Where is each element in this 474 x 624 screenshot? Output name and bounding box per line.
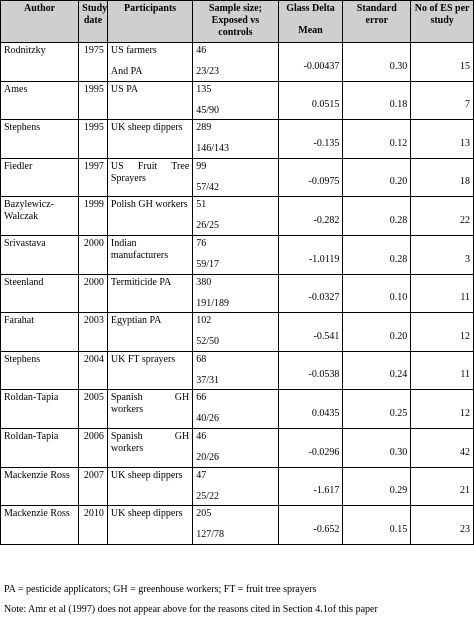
cell-study-date: 1999 <box>79 197 108 236</box>
cell-sample-size <box>193 351 278 390</box>
cell-glass-delta: -0.00437 <box>278 43 343 82</box>
table-header-row <box>1 1 474 43</box>
cell-no-of-es: 3 <box>411 235 474 274</box>
table-row <box>1 81 474 120</box>
table-row <box>1 197 474 236</box>
cell-participants <box>107 120 192 159</box>
cell-no-of-es: 13 <box>411 120 474 159</box>
cell-sample-size <box>193 506 278 545</box>
cell-standard-error: 0.20 <box>343 313 411 352</box>
cell-author: Rodnitzky <box>1 43 79 82</box>
sample-size-split: 40/26 <box>196 413 220 425</box>
cell-standard-error: 0.28 <box>343 197 411 236</box>
cell-author: Roldan-Tapia <box>1 428 79 467</box>
cell-author: Farahat <box>1 313 79 352</box>
header-sample-size: Sample size; Exposed vs controls <box>193 1 278 43</box>
exclusion-note: Note: Amr et al (1997) does not appear above for the reasons cited in Section 4.1of this paper <box>4 604 378 615</box>
participants-line: Spanish GH workers <box>110 392 190 416</box>
cell-author: Roldan-Tapia <box>1 390 79 429</box>
cell-study-date: 2003 <box>79 313 108 352</box>
cell-participants <box>107 428 192 467</box>
cell-no-of-es: 11 <box>411 274 474 313</box>
header-author: Author <box>1 1 79 43</box>
cell-sample-size <box>193 158 278 197</box>
cell-study-date: 2004 <box>79 351 108 390</box>
cell-participants <box>107 351 192 390</box>
cell-sample-size <box>193 428 278 467</box>
cell-glass-delta: -0.0296 <box>278 428 343 467</box>
cell-sample-size <box>193 313 278 352</box>
cell-glass-delta: -0.135 <box>278 120 343 159</box>
cell-participants <box>107 235 192 274</box>
sample-size-split: 127/78 <box>196 529 225 541</box>
table-row <box>1 390 474 429</box>
cell-participants <box>107 274 192 313</box>
header-standard-error: Standard error <box>343 1 411 43</box>
table-row <box>1 120 474 159</box>
table-row <box>1 235 474 274</box>
cell-sample-size <box>193 235 278 274</box>
table-row <box>1 506 474 545</box>
cell-no-of-es: 12 <box>411 390 474 429</box>
participants-line: UK FT sprayers <box>110 353 176 365</box>
cell-author: Ames <box>1 81 79 120</box>
cell-standard-error: 0.20 <box>343 158 411 197</box>
participants-line: US PA <box>110 83 139 95</box>
participants-line: Termiticide PA <box>110 276 172 288</box>
cell-participants <box>107 390 192 429</box>
header-glass-delta-title: Glass Delta <box>286 3 335 14</box>
cell-standard-error: 0.24 <box>343 351 411 390</box>
cell-sample-size <box>193 467 278 506</box>
cell-study-date: 2010 <box>79 506 108 545</box>
cell-participants <box>107 197 192 236</box>
cell-standard-error: 0.18 <box>343 81 411 120</box>
table-row <box>1 274 474 313</box>
cell-glass-delta: -1.617 <box>278 467 343 506</box>
cell-participants <box>107 313 192 352</box>
header-glass-delta <box>278 1 343 43</box>
cell-standard-error: 0.30 <box>343 43 411 82</box>
cell-standard-error: 0.29 <box>343 467 411 506</box>
header-glass-delta-mean: Mean <box>298 25 323 36</box>
cell-study-date: 1997 <box>79 158 108 197</box>
cell-standard-error: 0.25 <box>343 390 411 429</box>
cell-study-date: 2005 <box>79 390 108 429</box>
cell-standard-error: 0.12 <box>343 120 411 159</box>
cell-standard-error: 0.15 <box>343 506 411 545</box>
cell-glass-delta: -1.0119 <box>278 235 343 274</box>
sample-size-split: 25/22 <box>196 490 220 502</box>
sample-size-total: 51 <box>196 199 207 211</box>
table-row <box>1 467 474 506</box>
sample-size-total: 66 <box>196 392 207 404</box>
cell-study-date: 2006 <box>79 428 108 467</box>
cell-participants <box>107 506 192 545</box>
cell-author: Srivastava <box>1 235 79 274</box>
cell-author: Steenland <box>1 274 79 313</box>
sample-size-split: 20/26 <box>196 451 220 463</box>
cell-study-date: 1975 <box>79 43 108 82</box>
sample-size-total: 47 <box>196 469 207 481</box>
cell-sample-size <box>193 43 278 82</box>
cell-participants <box>107 81 192 120</box>
table-row <box>1 158 474 197</box>
sample-size-total: 76 <box>196 237 207 249</box>
header-no-of-es: No of ES per study <box>411 1 474 43</box>
cell-no-of-es: 23 <box>411 506 474 545</box>
cell-standard-error: 0.10 <box>343 274 411 313</box>
cell-sample-size <box>193 197 278 236</box>
cell-author: Bazylewicz-Walczak <box>1 197 79 236</box>
table-row <box>1 351 474 390</box>
cell-no-of-es: 11 <box>411 351 474 390</box>
cell-no-of-es: 15 <box>411 43 474 82</box>
cell-glass-delta: 0.0435 <box>278 390 343 429</box>
cell-study-date: 2007 <box>79 467 108 506</box>
cell-glass-delta: -0.0327 <box>278 274 343 313</box>
participants-line: UK sheep dippers <box>110 469 183 481</box>
cell-sample-size <box>193 274 278 313</box>
cell-glass-delta: -0.0538 <box>278 351 343 390</box>
participants-line: Indian manufacturers <box>110 237 169 261</box>
participants-line: US Fruit Tree Sprayers <box>110 160 190 184</box>
sample-size-total: 102 <box>196 315 212 327</box>
sample-size-total: 135 <box>196 83 212 95</box>
cell-author: Stephens <box>1 351 79 390</box>
cell-glass-delta: -0.652 <box>278 506 343 545</box>
sample-size-total: 68 <box>196 353 207 365</box>
cell-no-of-es: 18 <box>411 158 474 197</box>
header-participants: Participants <box>107 1 192 43</box>
cell-author: Mackenzie Ross <box>1 467 79 506</box>
participants-line: Egyptian PA <box>110 315 162 327</box>
table-row <box>1 313 474 352</box>
cell-standard-error: 0.28 <box>343 235 411 274</box>
sample-size-split: 37/31 <box>196 374 220 386</box>
sample-size-split: 26/25 <box>196 220 220 232</box>
cell-study-date: 2000 <box>79 235 108 274</box>
cell-study-date: 2000 <box>79 274 108 313</box>
cell-standard-error: 0.30 <box>343 428 411 467</box>
cell-no-of-es: 42 <box>411 428 474 467</box>
participants-line-2: And PA <box>110 66 143 77</box>
cell-sample-size <box>193 81 278 120</box>
cell-participants <box>107 158 192 197</box>
participants-line: UK sheep dippers <box>110 508 183 520</box>
abbreviations-note: PA = pesticide applicators; GH = greenhouse workers; FT = fruit tree sprayers <box>4 584 317 595</box>
cell-glass-delta: -0.541 <box>278 313 343 352</box>
sample-size-total: 46 <box>196 45 207 56</box>
cell-no-of-es: 7 <box>411 81 474 120</box>
table-row <box>1 428 474 467</box>
sample-size-split: 52/50 <box>196 336 220 348</box>
cell-participants <box>107 467 192 506</box>
sample-size-total: 289 <box>196 122 212 134</box>
sample-size-split: 146/143 <box>196 143 230 155</box>
sample-size-split: 45/90 <box>196 104 220 116</box>
cell-study-date: 1995 <box>79 81 108 120</box>
participants-line: Polish GH workers <box>110 199 188 211</box>
cell-glass-delta: -0.0975 <box>278 158 343 197</box>
participants-line: UK sheep dippers <box>110 122 183 134</box>
participants-line: US farmers <box>110 45 157 56</box>
table-notes <box>0 584 474 624</box>
cell-glass-delta: -0.282 <box>278 197 343 236</box>
cell-no-of-es: 12 <box>411 313 474 352</box>
sample-size-split: 59/17 <box>196 258 220 270</box>
cell-study-date: 1995 <box>79 120 108 159</box>
sample-size-total: 46 <box>196 430 207 442</box>
cell-author: Fiedler <box>1 158 79 197</box>
participants-line: Spanish GH workers <box>110 430 190 454</box>
header-study-date: Study date <box>79 1 108 43</box>
cell-sample-size <box>193 390 278 429</box>
cell-no-of-es: 21 <box>411 467 474 506</box>
table-row <box>1 43 474 82</box>
cell-author: Stephens <box>1 120 79 159</box>
sample-size-split: 57/42 <box>196 181 220 193</box>
cell-participants <box>107 43 192 82</box>
sample-size-split: 191/189 <box>196 297 230 309</box>
sample-size-total: 99 <box>196 160 207 172</box>
cell-no-of-es: 22 <box>411 197 474 236</box>
cell-glass-delta: 0.0515 <box>278 81 343 120</box>
cell-sample-size <box>193 120 278 159</box>
cell-author: Mackenzie Ross <box>1 506 79 545</box>
sample-size-split: 23/23 <box>196 66 220 77</box>
sample-size-total: 205 <box>196 508 212 520</box>
sample-size-total: 380 <box>196 276 212 288</box>
